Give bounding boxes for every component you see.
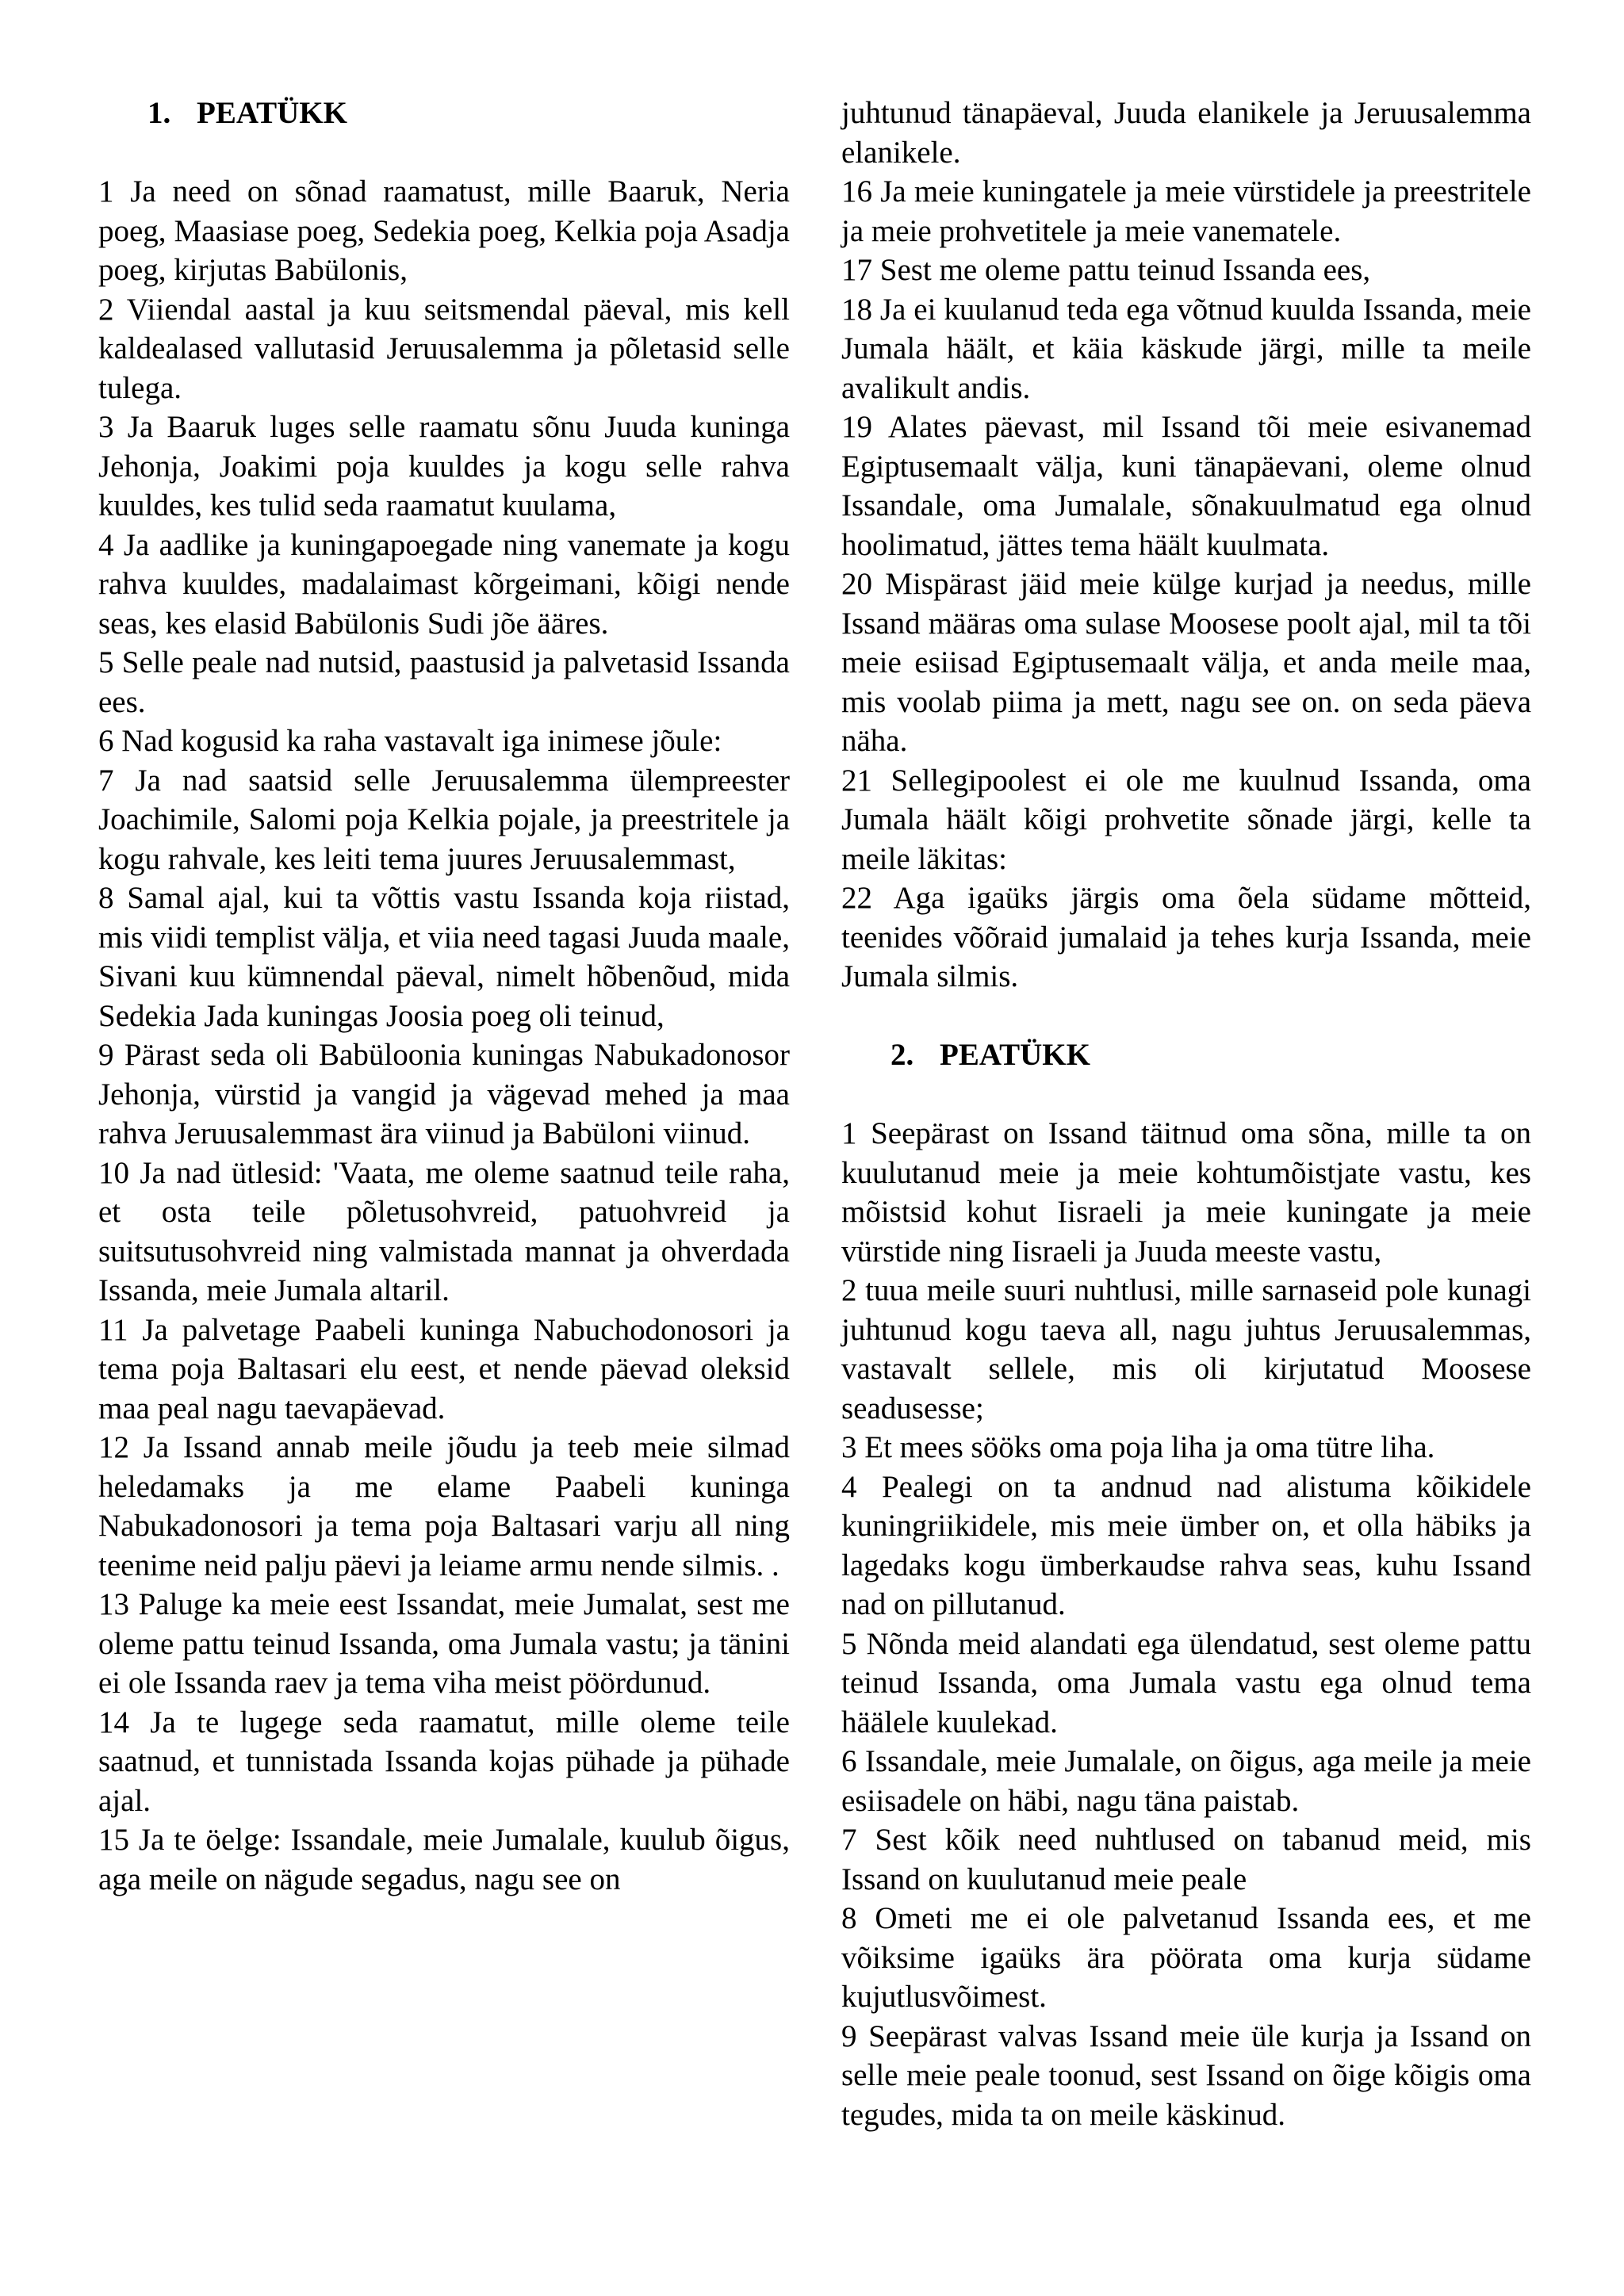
chapter-heading-2	[841, 1035, 1531, 1075]
verse: 3 Et mees sööks oma poja liha ja oma tütre liha.	[841, 1430, 1435, 1464]
verse: 4 Ja aadlike ja kuningapoegade ning vanemate ja kogu rahva kuuldes, madalaimast kõrgeimani, kõigi nende seas, kes elasid Babülonis Sudi jõe ääres.	[98, 527, 790, 641]
chapter-title: PEATÜKK	[940, 1038, 1090, 1072]
verse: 3 Ja Baaruk luges selle raamatu sõnu Juuda kuninga Jehonja, Joakimi poja kuuldes ja kogu selle rahva kuuldes, kes tulid seda raamatut kuulama,	[98, 410, 790, 522]
verse: juhtunud tänapäeval, Juuda elanikele ja Jeruusalemma elanikele.	[841, 96, 1531, 170]
verse: 12 Ja Issand annab meile jõudu ja teeb meie silmad heledamaks ja me elame Paabeli kuninga Nabukadonosori ja tema poja Baltasari varju all ning teenime neid palju päevi ja leiame armu nende silmis. .	[98, 1430, 790, 1582]
verse: 4 Pealegi on ta andnud nad alistuma kõikidele kuningriikidele, mis meie ümber on, et olla häbiks ja lagedaks kogu ümberkaudse rahva seas, kuhu Issand nad on pillutanud.	[841, 1469, 1531, 1621]
verse: 15 Ja te öelge: Issandale, meie Jumalale, kuulub õigus, aga meile on nägude segadus, nagu see on	[98, 1823, 790, 1896]
verse: 16 Ja meie kuningatele ja meie vürstidele ja preestritele ja meie prohvetitele ja meie vanematele.	[841, 174, 1531, 248]
verse: 19 Alates päevast, mil Issand tõi meie esivanemad Egiptusemaalt välja, kuni tänapäevani, oleme olnud Issandale, oma Jumalale, sõnakuulmatud ega olnud hoolimatud, jättes tema häält kuulmata.	[841, 410, 1531, 562]
verse: 8 Samal ajal, kui ta võttis vastu Issanda koja riistad, mis viidi templist välja, et viia need tagasi Juuda maale, Sivani kuu kümnendal päeval, nimelt hõbenõud, mida Sedekia Jada kuningas Joosia poeg oli teinud,	[98, 881, 790, 1033]
verse: 17 Sest me oleme pattu teinud Issanda ees,	[841, 253, 1371, 287]
verse: 1 Ja need on sõnad raamatust, mille Baaruk, Neria poeg, Maasiase poeg, Sedekia poeg, Kelkia poja Asadja poeg, kirjutas Babülonis,	[98, 174, 790, 287]
chapter-number: 1.	[147, 96, 171, 130]
verse: 7 Sest kõik need nuhtlused on tabanud meid, mis Issand on kuulutanud meie peale	[841, 1823, 1531, 1896]
verse: 13 Paluge ka meie eest Issandat, meie Jumalat, sest me oleme pattu teinud Issanda, oma Jumala vastu; ja tänini ei ole Issanda raev ja tema viha meist pöördunud.	[98, 1587, 790, 1700]
verse: 8 Ometi me ei ole palvetanud Issanda ees, et me võiksime igaüks ära pöörata oma kurja südame kujutlusvõimest.	[841, 1901, 1531, 2014]
verse: 5 Nõnda meid alandati ega ülendatud, sest oleme pattu teinud Issanda, oma Jumala vastu ega olnud tema häälele kuulekad.	[841, 1626, 1531, 1739]
verse: 11 Ja palvetage Paabeli kuninga Nabuchodonosori ja tema poja Baltasari elu eest, et nende päevad oleksid maa peal nagu taevapäevad.	[98, 1312, 790, 1425]
verse: 1 Seepärast on Issand täitnud oma sõna, mille ta on kuulutanud meie ja meie kohtumõistjate vastu, kes mõistsid kohut Iisraeli ja meie kuningate ja meie vürstide ning Iisraeli ja Juuda meeste vastu,	[841, 1116, 1531, 1269]
verse: 9 Seepärast valvas Issand meie üle kurja ja Issand on selle meie peale toonud, sest Issand on õige kõigis oma tegudes, mida ta on meile käskinud.	[841, 2019, 1531, 2132]
right-column	[841, 94, 1531, 2134]
verse: 2 tuua meile suuri nuhtlusi, mille sarnaseid pole kunagi juhtunud kogu taeva all, nagu juhtus Jeruusalemmas, vastavalt sellele, mis oli kirjutatud Moosese seadusesse;	[841, 1273, 1531, 1425]
verse: 9 Pärast seda oli Babüloonia kuningas Nabukadonosor Jehonja, vürstid ja vangid ja vägevad mehed ja maa rahva Jeruusalemmast ära viinud ja Babüloni viinud.	[98, 1038, 790, 1150]
left-column	[98, 94, 790, 1899]
verse: 6 Issandale, meie Jumalale, on õigus, aga meile ja meie esiisadele on häbi, nagu täna paistab.	[841, 1744, 1531, 1818]
verse: 5 Selle peale nad nutsid, paastusid ja palvetasid Issanda ees.	[98, 645, 790, 719]
verse: 6 Nad kogusid ka raha vastavalt iga inimese jõule:	[98, 724, 722, 758]
verse: 10 Ja nad ütlesid: 'Vaata, me oleme saatnud teile raha, et osta teile põletusohvreid, patuohvreid ja suitsutusohvreid ning valmistada mannat ja ohverdada Issanda, meie Jumala altaril.	[98, 1155, 790, 1307]
verse: 18 Ja ei kuulanud teda ega võtnud kuulda Issanda, meie Jumala häält, et käia käskude järgi, mille ta meile avalikult andis.	[841, 292, 1531, 405]
verse: 14 Ja te lugege seda raamatut, mille oleme teile saatnud, et tunnistada Issanda kojas pühade ja pühade ajal.	[98, 1705, 790, 1818]
verse: 20 Mispärast jäid meie külge kurjad ja needus, mille Issand määras oma sulase Moosese poolt ajal, mil ta tõi meie esiisad Egiptusemaalt välja, et anda meile maa, mis voolab piima ja mett, nagu see on. on seda päeva näha.	[841, 567, 1531, 758]
verse: 21 Sellegipoolest ei ole me kuulnud Issanda, oma Jumala häält kõigi prohvetite sõnade järgi, kelle ta meile läkitas:	[841, 763, 1531, 876]
verse: 7 Ja nad saatsid selle Jeruusalemma ülempreester Joachimile, Salomi poja Kelkia pojale, ja preestritele ja kogu rahvale, kes leiti tema juures Jeruusalemmast,	[98, 763, 790, 876]
chapter-number: 2.	[891, 1038, 914, 1072]
chapter-heading-1	[98, 94, 790, 133]
chapter-title: PEATÜKK	[197, 96, 347, 130]
verse: 22 Aga igaüks järgis oma õela südame mõtteid, teenides võõraid jumalaid ja tehes kurja Issanda, meie Jumala silmis.	[841, 881, 1531, 993]
verse: 2 Viiendal aastal ja kuu seitsmendal päeval, mis kell kaldealased vallutasid Jeruusalemma ja põletasid selle tulega.	[98, 292, 790, 405]
